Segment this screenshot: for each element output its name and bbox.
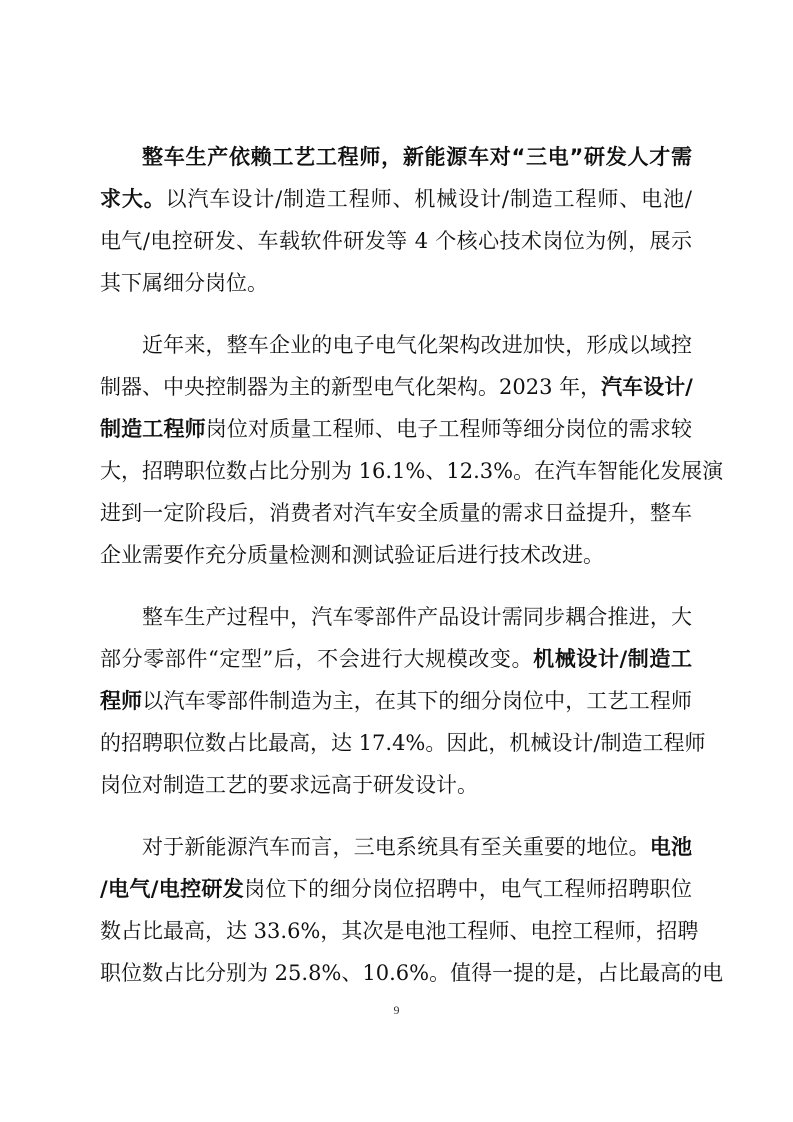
text-run: 岗位下的细分岗位招聘中，电气工程师招聘职位 [244,877,693,901]
text-run: 以汽车设计/制造工程师、机械设计/制造工程师、电池/ [165,187,692,211]
text-line [100,868,692,910]
paragraph-2 [100,324,724,576]
bold-run: 电池 [649,835,693,859]
bold-run: 汽车设计/ [601,375,693,399]
text-run: 企业需要作充分质量检测和测试验证后进行技术改进。 [100,543,604,567]
text-line [100,136,692,178]
text-line [100,826,692,868]
text-line [100,324,692,366]
text-line [100,366,692,408]
text-run: 职位数占比分别为 25.8%、10.6%。值得一提的是，占比最高的电 [100,961,724,985]
text-line [100,492,692,534]
text-line [100,910,699,952]
text-run: 以汽车零部件制造为主，在其下的细分岗位中，工艺工程师 [142,689,692,713]
bold-run: /电气/电控研发 [100,877,245,901]
text-run: 岗位对质量工程师、电子工程师等细分岗位的需求较 [205,417,693,441]
text-line [100,722,706,764]
paragraph-3 [100,596,706,806]
page-number: 9 [393,1003,400,1017]
text-line [100,220,692,262]
text-line [100,952,724,994]
document-body [100,136,724,1014]
bold-run: 整车生产依赖工艺工程师，新能源车对“三电”研发人才需 [142,145,692,169]
bold-run: 制造工程师 [100,417,206,441]
bold-run: 程师 [100,689,143,713]
text-run: 数占比最高，达 33.6%，其次是电池工程师、电控工程师，招聘 [100,919,699,943]
text-line [100,408,692,450]
text-run: 其下属细分岗位。 [100,271,268,295]
text-run: 对于新能源汽车而言，三电系统具有至关重要的地位。 [142,835,650,859]
text-run: 大，招聘职位数占比分别为 16.1%、12.3%。在汽车智能化发展演 [100,459,724,483]
text-line [100,262,692,304]
paragraph-1 [100,136,692,304]
text-run: 电气/电控研发、车载软件研发等 4 个核心技术岗位为例，展示 [100,229,692,253]
text-run: 岗位对制造工艺的要求远高于研发设计。 [100,773,478,797]
text-run: 进到一定阶段后，消费者对汽车安全质量的需求日益提升，整车 [100,501,692,525]
text-run: 的招聘职位数占比最高，达 17.4%。因此，机械设计/制造工程师 [100,731,706,755]
text-line [100,178,692,220]
text-run: 制器、中央控制器为主的新型电气化架构。2023 年， [100,375,602,399]
text-run: 部分零部件“定型”后，不会进行大规模改变。 [100,647,534,671]
text-line [100,534,692,576]
paragraph-4 [100,826,724,994]
text-line [100,680,692,722]
bold-run: 求大。 [100,187,166,211]
text-run: 整车生产过程中，汽车零部件产品设计需同步耦合推进，大 [142,605,692,629]
text-line [100,764,692,806]
text-line [100,638,692,680]
text-run: 近年来，整车企业的电子电气化架构改进加快，形成以域控 [142,333,692,357]
text-line [100,596,692,638]
text-line [100,450,724,492]
bold-run: 机械设计/制造工 [533,647,692,671]
